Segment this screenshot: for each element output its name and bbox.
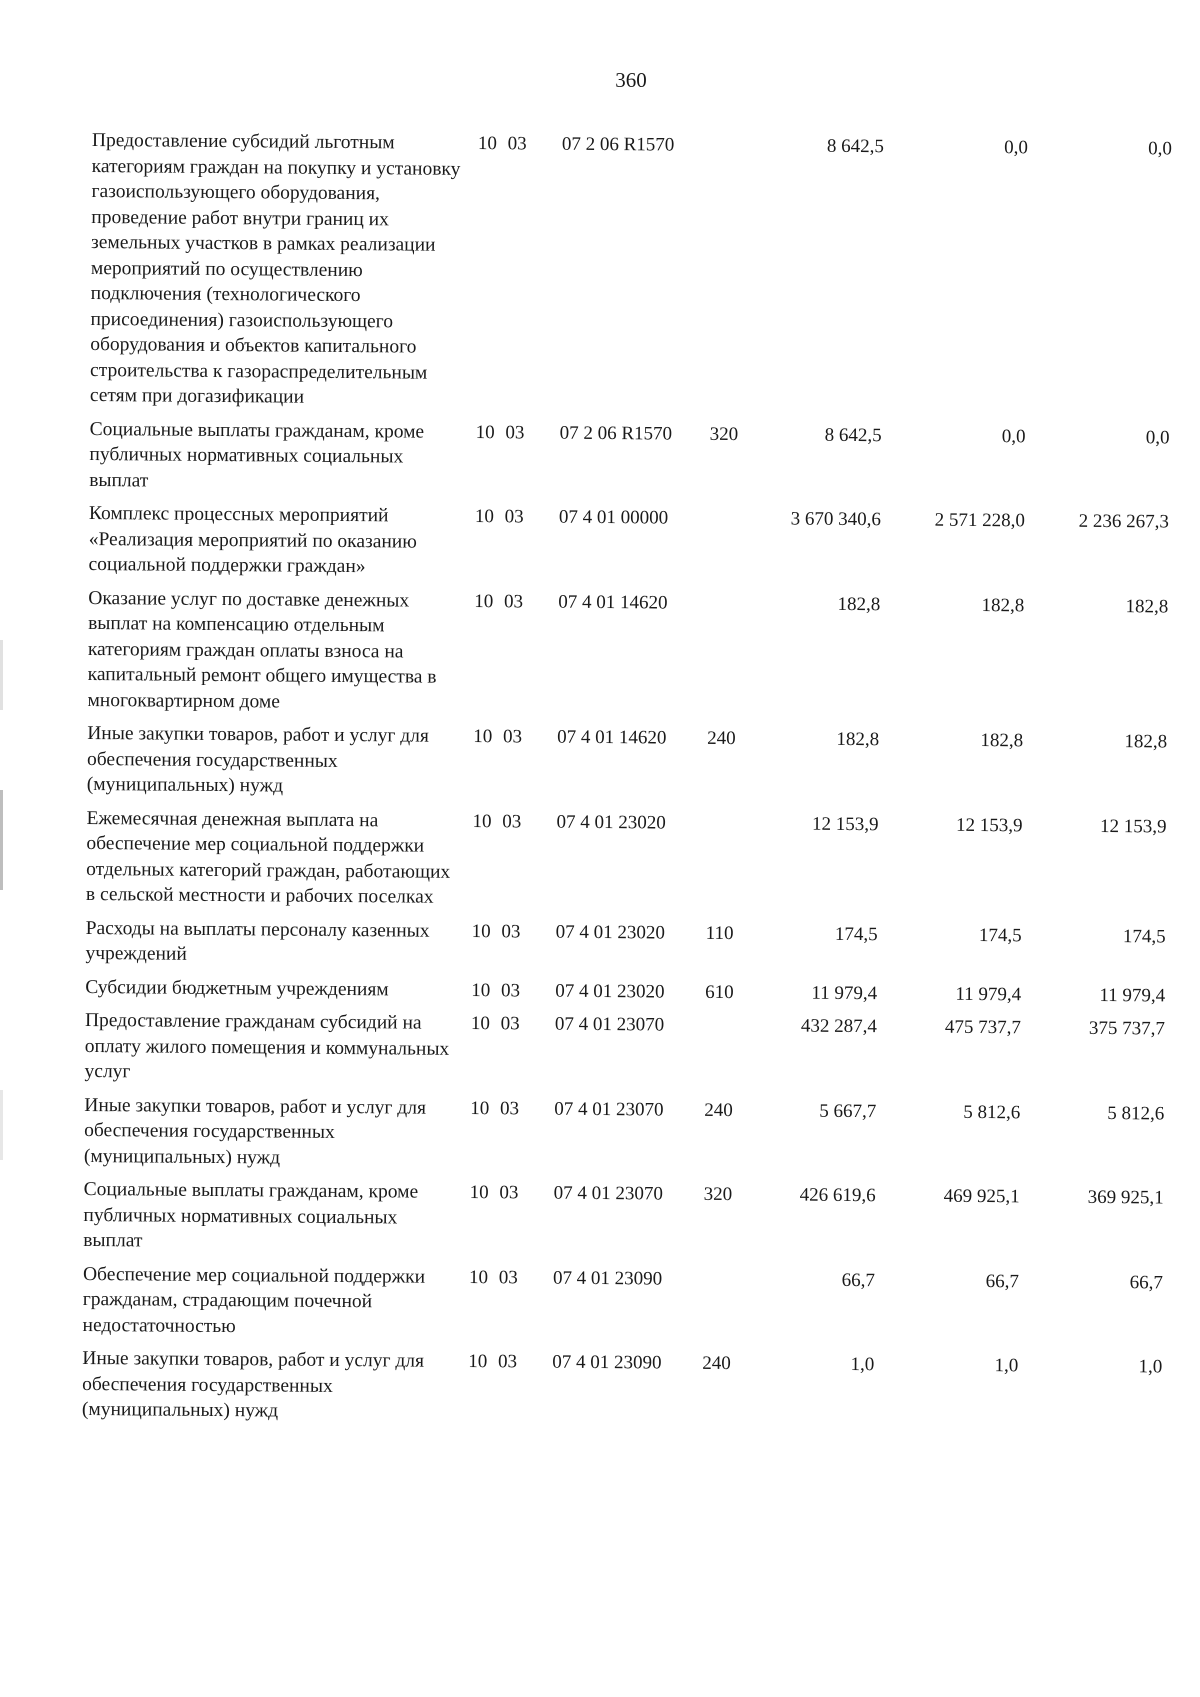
row-section-code: 10 03 (468, 1350, 518, 1373)
row-name: Иные закупки товаров, работ и услуг для обеспечения государственных (муниципальных) нужд (83, 1094, 427, 1169)
row-target-article: 07 4 01 23020 (555, 980, 665, 1003)
row-target-article: 07 4 01 14620 (557, 726, 667, 749)
row-value-year-1: 432 287,4 (800, 1015, 878, 1038)
row-value-year-3: 11 979,4 (1099, 984, 1166, 1006)
row-value-year-1: 174,5 (834, 923, 878, 945)
row-section-code: 10 03 (477, 133, 527, 155)
row-value-year-3: 182,8 (1124, 731, 1168, 753)
row-section-code: 10 03 (471, 920, 521, 942)
row-name: Комплекс процессных мероприятий «Реализация мероприятий по оказанию социальной поддержки граждан» (88, 502, 417, 578)
row-target-article: 07 4 01 23020 (555, 921, 666, 944)
row-section-code: 10 03 (473, 726, 523, 748)
row-target-article: 07 4 01 23090 (552, 1267, 663, 1290)
row-value-year-1: 12 153,9 (811, 813, 879, 835)
row-value-year-1: 3 670 340,6 (790, 508, 882, 531)
scan-edge-mark (0, 1090, 3, 1160)
row-value-year-2: 0,0 (1001, 425, 1026, 447)
row-value-year-3: 5 812,6 (1107, 1102, 1165, 1124)
row-target-article: 07 2 06 R1570 (559, 422, 673, 445)
row-target-article: 07 4 01 23070 (553, 1182, 663, 1205)
row-value-year-2: 66,7 (985, 1270, 1020, 1292)
row-value-year-3: 182,8 (1125, 595, 1169, 617)
row-expense-type: 610 (705, 981, 734, 1003)
table-row (82, 1261, 1163, 1346)
row-name: Расходы на выплаты персоналу казенных учреждений (85, 917, 430, 965)
table-row (85, 974, 1165, 1008)
table-row (84, 1092, 1165, 1177)
row-value-year-3: 66,7 (1129, 1271, 1164, 1293)
row-value-year-1: 8 642,5 (824, 424, 882, 446)
row-value-year-1: 182,8 (837, 593, 881, 615)
row-expense-type: 320 (703, 1183, 733, 1206)
row-target-article: 07 4 01 23070 (554, 1013, 665, 1036)
table-row (88, 501, 1169, 586)
row-value-year-1: 426 619,6 (799, 1184, 876, 1207)
page-number: 360 (615, 68, 647, 92)
row-target-article: 07 4 01 23070 (554, 1098, 664, 1121)
row-section-code: 10 03 (472, 810, 522, 832)
row-name: Социальные выплаты гражданам, кроме публичных нормативных социальных выплат (83, 1178, 419, 1252)
row-value-year-3: 1,0 (1138, 1356, 1163, 1378)
table-row (83, 1177, 1164, 1262)
row-value-year-3: 369 925,1 (1087, 1186, 1164, 1209)
row-name: Иные закупки товаров, работ и услуг для обеспечения государственных (муниципальных) нужд (86, 722, 429, 797)
table-row (82, 1346, 1163, 1431)
row-value-year-3: 2 236 267,3 (1078, 510, 1170, 533)
row-expense-type: 240 (707, 727, 736, 750)
row-target-article: 07 4 01 14620 (558, 591, 668, 614)
table-row (90, 128, 1172, 417)
row-value-year-2: 11 979,4 (955, 983, 1022, 1005)
row-section-code: 10 03 (470, 1013, 520, 1035)
row-section-code: 10 03 (471, 979, 521, 1001)
row-value-year-2: 174,5 (978, 924, 1022, 946)
row-value-year-2: 2 571 228,0 (934, 509, 1026, 532)
table-row (86, 805, 1167, 915)
row-value-year-3: 0,0 (1145, 426, 1170, 448)
row-section-code: 10 03 (474, 590, 524, 612)
row-value-year-1: 11 979,4 (811, 982, 878, 1004)
row-name: Социальные выплаты гражданам, кроме публичных нормативных социальных выплат (89, 418, 425, 491)
row-section-code: 10 03 (468, 1266, 518, 1288)
row-section-code: 10 03 (469, 1181, 519, 1204)
table-row (84, 1008, 1165, 1093)
row-value-year-2: 0,0 (1004, 137, 1028, 159)
row-target-article: 07 4 01 00000 (558, 506, 669, 529)
row-target-article: 07 4 01 23090 (552, 1351, 662, 1374)
row-value-year-2: 5 812,6 (963, 1101, 1021, 1123)
row-value-year-2: 1,0 (994, 1355, 1019, 1377)
row-value-year-3: 375 737,7 (1088, 1017, 1166, 1040)
table-row (87, 585, 1168, 721)
row-expense-type: 110 (705, 922, 734, 944)
table-row (89, 416, 1170, 501)
row-section-code: 10 03 (475, 421, 525, 443)
table-row (87, 721, 1168, 806)
row-target-article: 07 2 06 R1570 (561, 133, 675, 156)
row-value-year-1: 1,0 (850, 1353, 875, 1376)
row-value-year-1: 182,8 (836, 728, 880, 751)
row-value-year-1: 66,7 (841, 1269, 876, 1291)
row-name: Предоставление субсидий льготным категориям граждан на покупку и установку газоиспользующего оборудования, проведение работ внутри границ их земельных участков в рамках реализации мероприятий по осуществлению подключения (технологического присоединения) газоиспользующего оборудования и объектов капитального строительства к газораспределительным сетям при догазификации (89, 129, 461, 408)
row-expense-type: 320 (709, 423, 739, 445)
row-section-code: 10 03 (474, 506, 524, 528)
scan-edge-mark (0, 790, 3, 890)
table-row (85, 915, 1165, 974)
row-value-year-3: 174,5 (1122, 925, 1166, 947)
row-value-year-2: 182,8 (980, 729, 1024, 752)
row-value-year-3: 12 153,9 (1099, 815, 1167, 837)
row-value-year-3: 0,0 (1148, 138, 1172, 160)
row-name: Субсидии бюджетным учреждениям (85, 976, 389, 1000)
row-value-year-2: 469 925,1 (943, 1185, 1020, 1208)
row-name: Обеспечение мер социальной поддержки гражданам, страдающим почечной недостаточностью (82, 1263, 426, 1337)
row-value-year-1: 5 667,7 (819, 1100, 877, 1122)
row-section-code: 10 03 (470, 1097, 520, 1119)
row-name: Ежемесячная денежная выплата на обеспечение мер социальной поддержки отдельных категорий граждан, работающих в сельской местности и рабочих поселках (85, 807, 451, 908)
budget-table (82, 128, 1172, 1439)
row-name: Иные закупки товаров, работ и услуг для обеспечения государственных (муниципальных) нужд (81, 1347, 425, 1422)
row-value-year-2: 12 153,9 (955, 814, 1023, 836)
row-expense-type: 240 (704, 1099, 733, 1121)
row-value-year-2: 475 737,7 (944, 1016, 1022, 1039)
row-expense-type: 240 (702, 1352, 731, 1375)
scan-edge-mark (0, 640, 3, 710)
row-value-year-2: 182,8 (981, 594, 1025, 616)
row-name: Оказание услуг по доставке денежных выплат на компенсацию отдельным категориям граждан оплаты взноса на капитальный ремонт общего имущества в многоквартирном доме (87, 587, 437, 712)
row-value-year-1: 8 642,5 (826, 135, 884, 158)
row-target-article: 07 4 01 23020 (556, 811, 666, 834)
row-name: Предоставление гражданам субсидий на оплату жилого помещения и коммунальных услуг (84, 1009, 450, 1083)
